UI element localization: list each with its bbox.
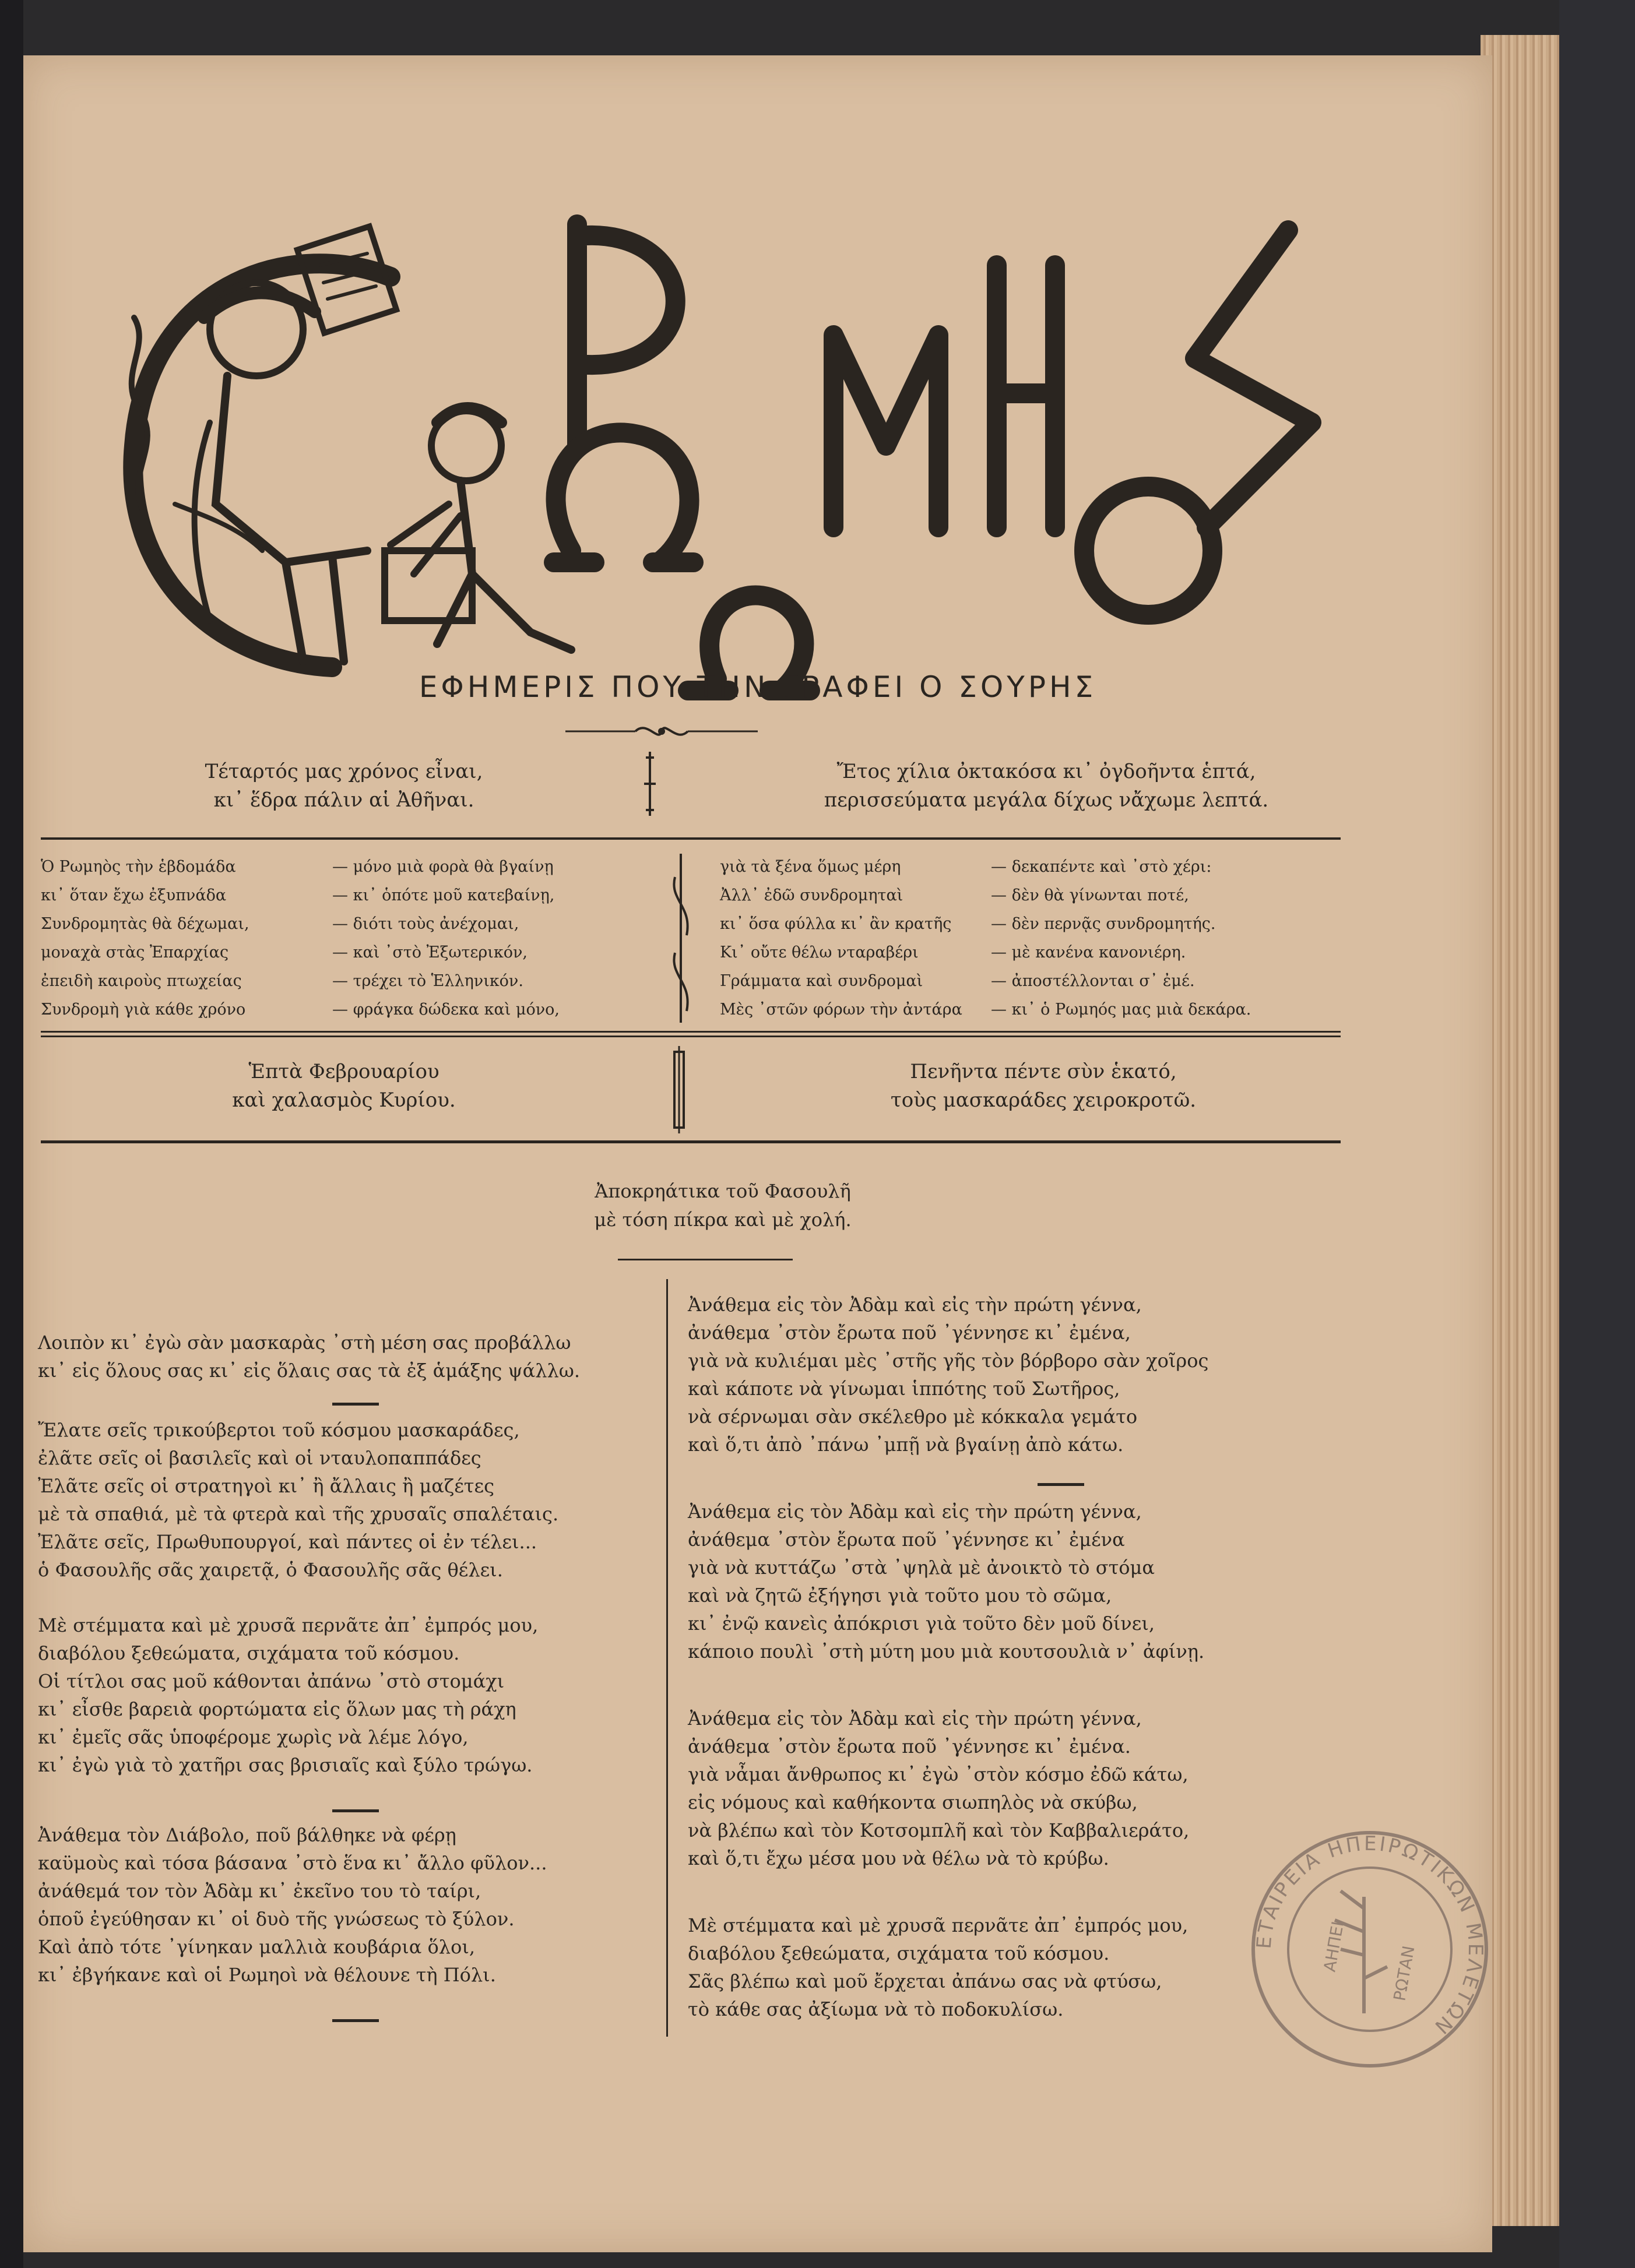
poem-line: Μὲ στέμματα καὶ μὲ χρυσᾶ περνᾶτε ἀπ᾿ ἐμπρός μου, <box>38 1614 539 1636</box>
poem-line: κι᾿ ἐμεῖς σᾶς ὑποφέρομε χωρὶς νὰ λέμε λόγο, <box>38 1726 469 1748</box>
column-ornament <box>669 854 692 1023</box>
intro-right-line: περισσεύματα μεγάλα δίχως νἄχωμε λεπτά. <box>824 788 1269 812</box>
poem-line: καϋμοὺς καὶ τόσα βάσανα ᾿στὸ ἕνα κι᾿ ἄλλο φῦλον... <box>38 1852 547 1874</box>
heading-rule <box>618 1259 793 1260</box>
terms-cell: μοναχὰ στὰς Ἐπαρχίας <box>41 943 229 962</box>
terms-cell: κι᾿ ὅσα φύλλα κι᾿ ἂν κρατῆς <box>720 915 952 933</box>
poem-right-stanza-1 <box>688 1291 1208 1459</box>
poem-line: Ἐλᾶτε σεῖς οἱ στρατηγοὶ κι᾿ ἢ ἄλλαις ἢ μαζέτες <box>38 1475 494 1497</box>
bird-emblem-icon <box>1335 1891 1387 2013</box>
poem-line: μὲ τὰ σπαθιά, μὲ τὰ φτερὰ καὶ τῆς χρυσαῖς σπαλέταις. <box>38 1503 559 1525</box>
article-heading-line: μὲ τόση πίκρα καὶ μὲ χολή. <box>594 1209 852 1231</box>
poem-line: Ἐλᾶτε σεῖς, Πρωθυπουργοί, καὶ πάντες οἱ ἐν τέλει... <box>38 1531 537 1553</box>
terms-cell: — κι᾿ ὁ Ρωμηός μας μιὰ δεκάρα. <box>991 1001 1251 1019</box>
poem-line: Λοιπὸν κι᾿ ἐγὼ σὰν μασκαρὰς ᾿στὴ μέση σας προβάλλω <box>38 1332 571 1354</box>
masthead-subtitle: ΕΦΗΜΕΡΙΣ ΠΟΥ ΤΗΝ ΓΡΑΦΕΙ Ο ΣΟΥΡΗΣ <box>419 670 1097 704</box>
date-right-line: Πενῆντα πέντε σὺν ἑκατό, <box>910 1060 1177 1083</box>
column-divider <box>666 1279 668 2037</box>
terms-cell: — καὶ ᾿στὸ Ἐξωτερικόν, <box>332 943 528 962</box>
date-left-line: καὶ χαλασμὸς Κυρίου. <box>232 1089 456 1112</box>
masthead-illustration <box>111 201 1335 726</box>
poem-line: καὶ νὰ ζητῶ ἐξήγησι γιὰ τοῦτο μου τὸ σῶμα, <box>688 1584 1112 1607</box>
poem-line: νὰ βλέπω καὶ τὸν Κοτσομπλῆ καὶ τὸν Καββαλιεράτο, <box>688 1819 1190 1841</box>
poem-line: εἰς νόμους καὶ καθήκοντα σιωπηλὸς νὰ σκύβω, <box>688 1791 1138 1813</box>
page-edges <box>1481 35 1562 2226</box>
poem-line: Καὶ ἀπὸ τότε ᾿γίνηκαν μαλλιὰ κουβάρια ὅλοι, <box>38 1936 476 1958</box>
poem-line: κάποιο πουλὶ ᾿στὴ μύτη μου μιὰ κουτσουλιὰ ν᾿ ἀφίνῃ. <box>688 1640 1205 1663</box>
terms-cell: — δὲν περνᾷς συνδρομητής. <box>991 915 1216 933</box>
book-cover-board <box>1559 0 1635 2268</box>
intro-right <box>711 758 1381 815</box>
stamp-ring-text: ΕΤΑΙΡΕΙΑ ΗΠΕΙΡΩΤΙΚΩΝ ΜΕΛΕΤΩΝ <box>1252 1832 1488 2040</box>
poem-right-stanza-2 <box>688 1498 1204 1665</box>
terms-left-b <box>332 853 560 1024</box>
stanza-dash <box>1038 1483 1084 1486</box>
poem-line: Ἀνάθεμα εἰς τὸν Ἀδὰμ καὶ εἰς τὴν πρώτη γέννα, <box>688 1707 1142 1730</box>
poem-left-stanza-2 <box>38 1416 558 1584</box>
terms-cell: — διότι τοὺς ἀνέχομαι, <box>332 915 519 933</box>
terms-cell: Ὁ Ρωμηὸς τὴν ἑβδομάδα <box>41 858 236 876</box>
intro-left-line: κι᾿ ἕδρα πάλιν αἱ Ἀθῆναι. <box>213 788 474 812</box>
poem-line: ἀνάθεμα ᾿στὸν ἔρωτα ποῦ ᾿γέννησε κι᾿ ἐμένα <box>688 1529 1125 1551</box>
newspaper-page <box>23 55 1492 2252</box>
rule <box>41 1036 1341 1037</box>
terms-cell: γιὰ τὰ ξένα ὅμως μέρη <box>720 858 901 876</box>
poem-line: κι᾿ εἶσθε βαρειὰ φορτώματα εἰς ὅλων μας τὴ ράχη <box>38 1698 516 1720</box>
stanza-dash <box>332 1403 379 1406</box>
terms-cell: — κι᾿ ὁπότε μοῦ κατεβαίνῃ, <box>332 886 555 904</box>
column-ornament <box>641 752 659 816</box>
poem-line: κι᾿ ἐνῷ κανεὶς ἀπόκρισι γιὰ τοῦτο δὲν μοῦ δίνει, <box>688 1612 1155 1635</box>
terms-cell: — ἀποστέλλονται σ᾿ ἐμέ. <box>991 972 1195 990</box>
poem-line: διαβόλου ξεθεώματα, σιχάματα τοῦ κόσμου. <box>38 1642 460 1664</box>
poem-line: ἀνάθεμα ᾿στὸν ἔρωτα ποῦ ᾿γέννησε κι᾿ ἐμένα. <box>688 1735 1131 1758</box>
intro-left-line: Τέταρτός μας χρόνος εἶναι, <box>205 760 483 783</box>
terms-right-a <box>720 853 962 1024</box>
poem-line: τὸ κάθε σας ἀξίωμα νὰ τὸ ποδοκυλίσω. <box>688 1998 1064 2020</box>
ornament-divider <box>565 720 758 743</box>
poem-line: διαβόλου ξεθεώματα, σιχάματα τοῦ κόσμου. <box>688 1942 1110 1964</box>
stamp-center-text: ΡΩΤΑΝ <box>1390 1944 1419 2003</box>
stanza-dash <box>332 1809 379 1812</box>
library-stamp <box>1247 1827 1492 2072</box>
poem-line: ἐλᾶτε σεῖς οἱ βασιλεῖς καὶ οἱ νταυλοπαππάδες <box>38 1447 481 1469</box>
terms-cell: κι᾿ ὅταν ἔχω ἐξυπνάδα <box>41 886 227 904</box>
rule <box>41 1031 1341 1033</box>
poem-line: γιὰ νἆμαι ἄνθρωπος κι᾿ ἐγὼ ᾿στὸν κόσμο ἐδῶ κάτω, <box>688 1763 1189 1785</box>
poem-left-stanza-1 <box>38 1329 580 1385</box>
poem-line: ἀνάθεμά τον τὸν Ἀδὰμ κι᾿ ἐκεῖνο του τὸ ταίρι, <box>38 1880 481 1902</box>
terms-cell: Συνδρομητὰς θὰ δέχωμαι, <box>41 915 249 933</box>
poem-line: Οἱ τίτλοι σας μοῦ κάθονται ἀπάνω ᾿στὸ στομάχι <box>38 1670 505 1692</box>
terms-cell: Συνδρομὴ γιὰ κάθε χρόνο <box>41 1001 246 1019</box>
poem-line: Ἀνάθεμα εἰς τὸν Ἀδὰμ καὶ εἰς τὴν πρώτη γέννα, <box>688 1294 1142 1316</box>
poem-line: κι᾿ ἐγὼ γιὰ τὸ χατῆρι σας βρισιαῖς καὶ ξύλο τρώγω. <box>38 1754 533 1776</box>
date-right-line: τοὺς μασκαράδες χειροκροτῶ. <box>890 1089 1197 1112</box>
terms-cell: — δὲν θὰ γίνωνται ποτέ, <box>991 886 1189 904</box>
poem-line: κι᾿ εἰς ὅλους σας κι᾿ εἰς ὅλαις σας τὰ ἐξ ἁμάξης ψάλλω. <box>38 1360 581 1382</box>
intro-right-line: Ἔτος χίλια ὀκτακόσα κι᾿ ὀγδοῆντα ἑπτά, <box>836 760 1256 783</box>
date-left-line: Ἑπτὰ Φεβρουαρίου <box>248 1060 439 1083</box>
intro-left <box>111 758 577 815</box>
poem-right-stanza-4 <box>688 1911 1188 2023</box>
terms-cell: Μὲς ᾿στῶν φόρων τὴν ἀντάρα <box>720 1001 962 1019</box>
poem-line: Ἀνάθεμα τὸν Διάβολο, ποῦ βάλθηκε νὰ φέρῃ <box>38 1824 456 1846</box>
terms-cell: Κι᾿ οὔτε θέλω νταραβέρι <box>720 943 919 962</box>
poem-line: Μὲ στέμματα καὶ μὲ χρυσᾶ περνᾶτε ἀπ᾿ ἐμπρός μου, <box>688 1914 1189 1936</box>
poem-line: καὶ ὅ,τι ἔχω μέσα μου νὰ θέλω νὰ τὸ κρύβω. <box>688 1847 1109 1869</box>
stamp-center-text: ΑΗΠΕΙ <box>1320 1920 1348 1974</box>
article-heading-line: Ἀποκρηάτικα τοῦ Φασουλῆ <box>595 1180 851 1202</box>
terms-cell: — μὲ κανένα κανονιέρη. <box>991 943 1186 962</box>
poem-line: γιὰ νὰ κυλιέμαι μὲς ᾿στῆς γῆς τὸν βόρβορο σὰν χοῖρος <box>688 1350 1209 1372</box>
rule <box>41 837 1341 840</box>
poem-line: ὁ Φασουλῆς σᾶς χαιρετᾷ, ὁ Φασουλῆς σᾶς θέλει. <box>38 1559 503 1581</box>
terms-cell: — φράγκα δώδεκα καὶ μόνο, <box>332 1001 560 1019</box>
stanza-dash <box>332 2019 379 2022</box>
poem-left-stanza-4 <box>38 1821 547 1989</box>
date-right <box>781 1058 1306 1115</box>
column-ornament <box>667 1046 691 1133</box>
terms-cell: — τρέχει τὸ Ἑλληνικόν. <box>332 972 523 990</box>
terms-cell: Γράμματα καὶ συνδρομαὶ <box>720 972 923 990</box>
terms-cell: Ἀλλ᾿ ἐδῶ συνδρομηταὶ <box>720 886 903 904</box>
terms-cell: — μόνο μιὰ φορὰ θὰ βγαίνῃ <box>332 858 554 876</box>
terms-cell: — δεκαπέντε καὶ ᾿στὸ χέρι: <box>991 858 1212 876</box>
svg-text:ΕΤΑΙΡΕΙΑ ΗΠΕΙΡΩΤΙΚΩΝ ΜΕΛΕΤΩΝ <box>1253 1832 1488 2040</box>
book-spine <box>0 0 23 2268</box>
poem-line: Ἔλατε σεῖς τρικούβερτοι τοῦ κόσμου μασκαράδες, <box>38 1419 520 1441</box>
rule <box>41 1140 1341 1143</box>
poem-line: καὶ ὅ,τι ἀπὸ ᾿πάνω ᾿μπῇ νὰ βγαίνῃ ἀπὸ κάτω. <box>688 1434 1124 1456</box>
terms-cell: ἐπειδὴ καιροὺς πτωχείας <box>41 972 242 990</box>
date-left <box>140 1058 548 1115</box>
article-heading <box>431 1177 1014 1234</box>
poem-line: Ἀνάθεμα εἰς τὸν Ἀδὰμ καὶ εἰς τὴν πρώτη γέννα, <box>688 1501 1142 1523</box>
poem-right-stanza-3 <box>688 1704 1189 1872</box>
poem-line: καὶ κάποτε νὰ γίνωμαι ἱππότης τοῦ Σωτῆρος, <box>688 1378 1120 1400</box>
poem-line: ὁποῦ ἐγεύθησαν κι᾿ οἱ δυὸ τῆς γνώσεως τὸ ξύλον. <box>38 1908 515 1930</box>
poem-line: Σᾶς βλέπω καὶ μοῦ ἔρχεται ἀπάνω σας νὰ φτύσω, <box>688 1970 1162 1992</box>
poem-left-stanza-3 <box>38 1611 538 1779</box>
terms-left-a <box>41 853 249 1024</box>
poem-line: κι᾿ ἐβγήκανε καὶ οἱ Ρωμηοὶ νὰ θέλουνε τὴ Πόλι. <box>38 1964 496 1986</box>
poem-line: γιὰ νὰ κυττάζω ᾿στὰ ᾿ψηλὰ μὲ ἀνοικτὸ τὸ στόμα <box>688 1556 1155 1579</box>
poem-line: νὰ σέρνωμαι σὰν σκέλεθρο μὲ κόκκαλα γεμάτο <box>688 1406 1138 1428</box>
poem-line: ἀνάθεμα ᾿στὸν ἔρωτα ποῦ ᾿γέννησε κι᾿ ἐμένα, <box>688 1322 1131 1344</box>
terms-right-b <box>991 853 1251 1024</box>
